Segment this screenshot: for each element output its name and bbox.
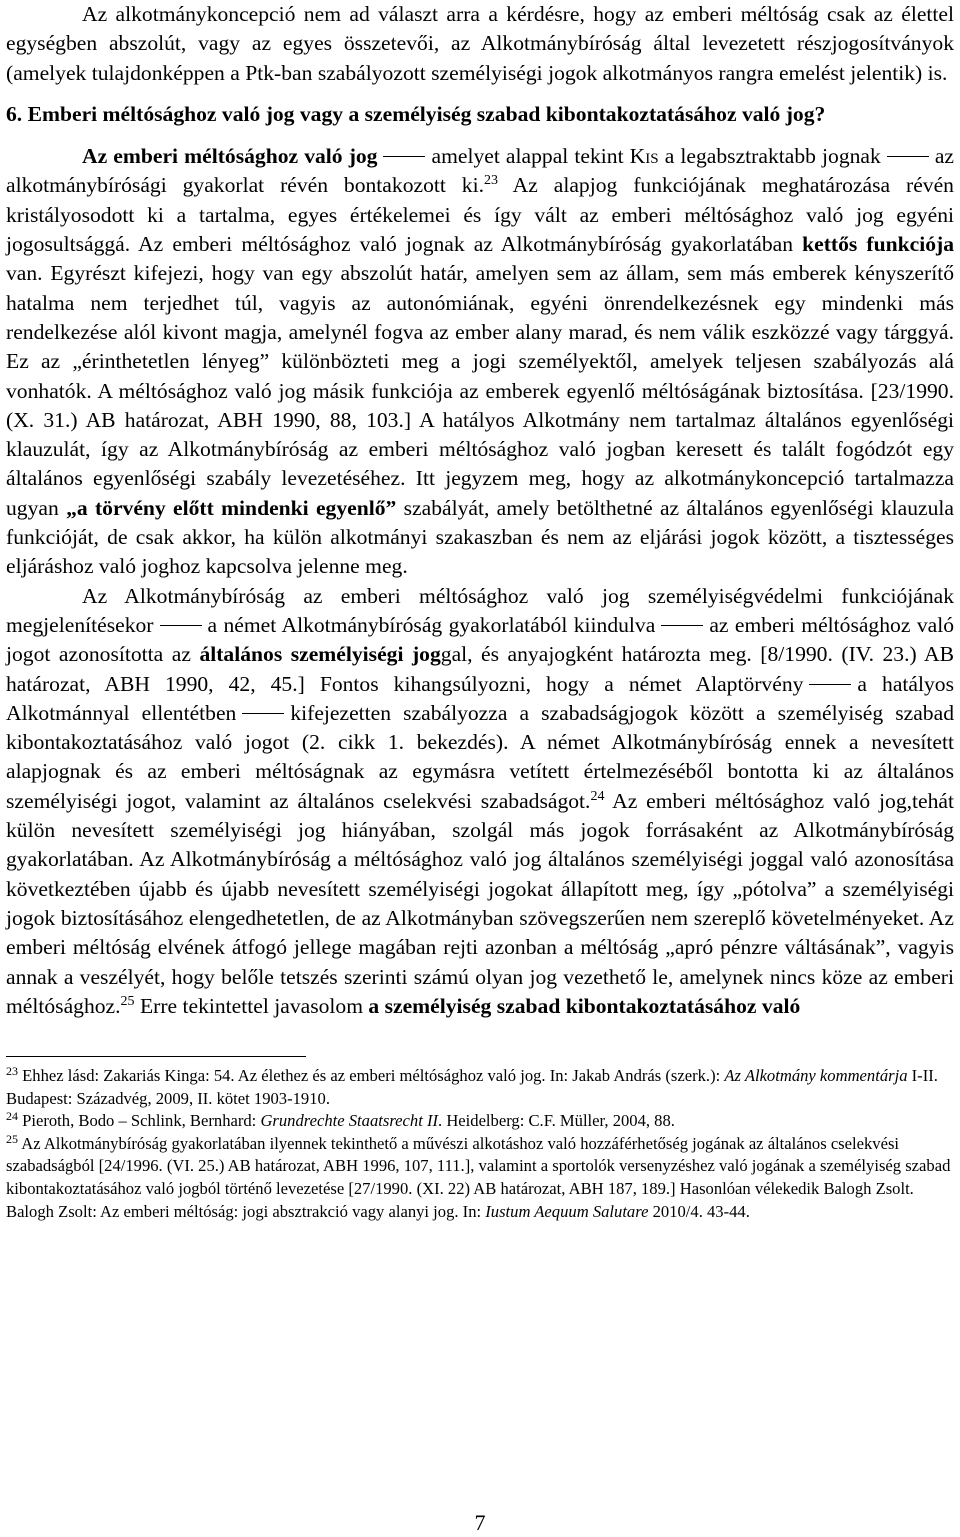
body-text bbox=[6, 0, 954, 1021]
bold-phrase: a személyiség szabad kibontakoztatásához való bbox=[368, 993, 801, 1018]
footnote-23: $^{23}$ Ehhez lásd: Zakariás Kinga: 54. Az élethez és az emberi méltósághoz való jog. In: Jakab András (szerk.): Az Alkotmány kommentárja I-II. Budapest: Századvég, 2009, II. kötet 1903-1910. bbox=[6, 1064, 938, 1108]
em-dash bbox=[242, 713, 284, 714]
em-dash bbox=[383, 156, 425, 157]
page-number: 7 bbox=[474, 1510, 486, 1535]
em-dash bbox=[809, 684, 851, 685]
footnote-24: $^{24}$ Pieroth, Bodo – Schlink, Bernhard: Grundrechte Staatsrecht II. Heidelberg: C.F. Müller, 2004, 88. bbox=[6, 1109, 675, 1131]
em-dash bbox=[887, 156, 929, 157]
footnote-ref-25: 25 bbox=[120, 993, 135, 1009]
paragraph-1: Az alkotmánykoncepció nem ad választ arra a kérdésre, hogy az emberi méltóság csak az élettel egységben abszolút, vagy az egyes összetevői, az Alkotmánybíróság által levezetett részjogosítványok (amelyek tulajdonképpen a Ptk-ban szabályozott személyiségi jogok alkotmányos rangra emelést jelentik) is. bbox=[6, 2, 954, 85]
footnote-ref-24: 24 bbox=[590, 788, 605, 804]
em-dash bbox=[661, 625, 703, 626]
document-page bbox=[6, 0, 954, 1223]
bold-phrase: „a törvény előtt mindenki egyenlő” bbox=[66, 495, 397, 520]
small-caps-name: is bbox=[645, 144, 659, 169]
footnote-separator bbox=[6, 1056, 306, 1057]
section-title: 6. Emberi méltósághoz való jog vagy a személyiség szabad kibontakoztatásához való jog? bbox=[6, 101, 826, 126]
footnotes bbox=[6, 1065, 954, 1223]
footnote-25: $^{25}$ Az Alkotmánybíróság gyakorlatában ilyennek tekinthető a művészi alkotáshoz való hozzáférhetőség jogának az általános cselekvési szabadságból [24/1996. (VI. 25.) AB határozat, ABH 1996, 107, 111.], valamint a sportolók versenyzéshez való jogának a személyiség szabad kibontakoztatásához való jogból történő levezetése [27/1990. (XI. 22) AB határozat, ABH 187, 189.] Hasonlóan vélekedik Balogh Zsolt. Balogh Zsolt: Az emberi méltóság: jogi absztrakció vagy alanyi jog. In: Iustum Aequum Salutare 2010/4. 43-44. bbox=[6, 1131, 951, 1221]
bold-phrase: általános személyiségi jog bbox=[199, 642, 441, 667]
em-dash bbox=[160, 625, 202, 626]
paragraph-2: Az emberi méltósághoz való jog amelyet alappal tekint Kis a legabsztraktabb jognak az alkotmánybírósági gyakorlat révén bontakozott ki.$^{23}$ Az alapjog funkciójának meghatározása révén kristályosodott ki a tartalma, egyes értékelemei és így vált az emberi méltósághoz való jog egyéni jogosultsággá. Az emberi méltósághoz való jognak az Alkotmánybíróság gyakorlatában kettős funkciója van. Egyrészt kifejezi, hogy van egy abszolút határ, amelyen sem az állam, sem más emberek kényszerítő hatalma nem terjedhet túl, vagyis az autonómiának, egyéni önrendelkezésnek egy mindenki más rendelkezése alól kivont magja, amelynél fogva az ember alany marad, és nem válik eszközzé vagy tárggyá. Ez az „érinthetetlen lényeg” különbözteti meg a jogi személyektől, amelyek teljesen szabályozás alá vonhatók. A méltósághoz való jog másik funkciója az emberek egyenlő méltóságának biztosítása. [23/1990. (X. 31.) AB határozat, ABH 1990, 88, 103.] A hatályos Alkotmány nem tartalmaz általános egyenlőségi klauzulát, így az Alkotmánybíróság az emberi méltósághoz való jogban keresett és talált fogódzót egy általános egyenlőségi szabály levezetéséhez. Itt jegyzem meg, hogy az alkotmánykoncepció tartalmazza ugyan „a törvény előtt mindenki egyenlő” szabályát, amely betölthetné az általános egyenlőségi klauzula funkcióját, de csak akkor, ha külön alkotmányi szakaszban és nem az eljárási jogok között, a tisztességes eljáráshoz való joghoz kapcsolva jelenne meg. bbox=[6, 144, 955, 579]
bold-phrase: kettős funkciója bbox=[802, 232, 954, 257]
bold-phrase: Az emberi méltósághoz való jog bbox=[82, 144, 378, 169]
paragraph-3: Az Alkotmánybíróság az emberi méltósághoz való jog személyiségvédelmi funkciójának megjelenítésekor a német Alkotmánybíróság gyakorlatából kiindulva az emberi méltósághoz való jogot azonosította az általános személyiségi joggal, és anyajogként határozta meg. [8/1990. (IV. 23.) AB határozat, ABH 1990, 42, 45.] Fontos kihangsúlyozni, hogy a német Alaptörvény a hatályos Alkotmánnyal ellentétben kifejezetten szabályozza a szabadságjogok között a személyiség szabad kibontakoztatásához való jogot (2. cikk 1. bekezdés). A német Alkotmánybíróság ennek a nevesített alapjognak és az emberi méltóságnak az egymásra vetített értelmezéséből bontotta ki az általános személyiségi jogot, valamint az általános cselekvési szabadságot.$^{24}$ Az emberi méltósághoz való jog,tehát külön nevesített személyiségi jog hiányában, szolgál más jogok forrásaként az Alkotmánybíróság gyakorlatában. Az Alkotmánybíróság a méltósághoz való jog általános személyiségi joggal való azonosítása következtében újabb és újabb nevesített személyiségi jogokat állapított meg, így „pótolva” a személyiségi jogok biztosításához elengedhetetlen, de az Alkotmányban szövegszerűen nem szereplő követelményeket. Az emberi méltóság elvének átfogó jellege magában rejti azonban a méltóság „apró pénzre váltásának”, vagyis annak a veszélyét, hogy belőle tetszés szerinti számú olyan jog vezethető le, amelynek nincs köze az emberi méltósághoz.$^{25}$ Erre tekintettel javasolom a személyiség szabad kibontakoztatásához való bbox=[6, 583, 954, 1018]
footnote-ref-23: 23 bbox=[483, 173, 498, 189]
